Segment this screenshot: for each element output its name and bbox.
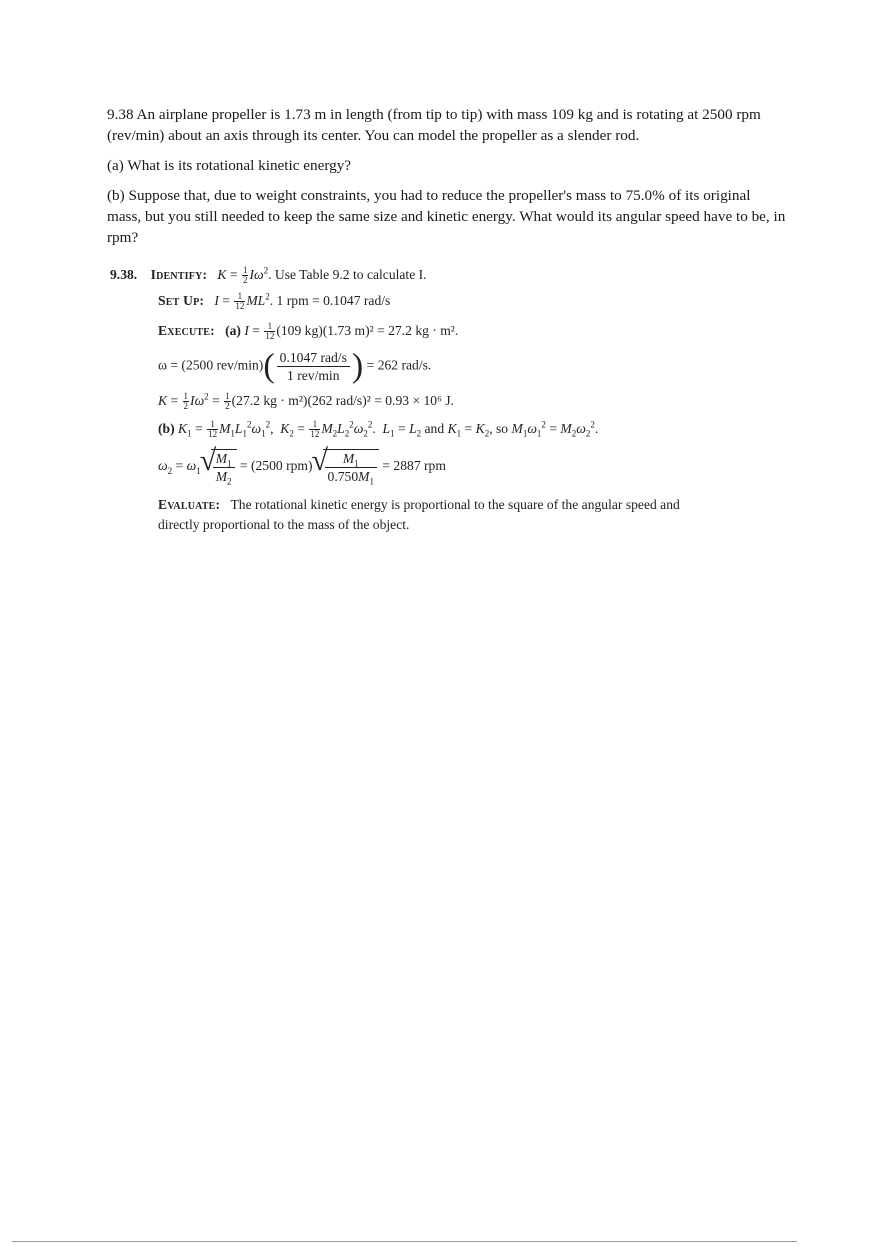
evaluate-text: The rotational kinetic energy is proportional to the square of the angular speed and	[230, 497, 680, 512]
part-b-line: (b) $K_1$ = $\frac{1}{12}$ $M_1L_1^2\omega_1^2$, $K_2$ = $\frac{1}{12}$ $M_2L_2^2\omega_2^2$. $L_1 = L_2$ and $K_1 = K_2$, so $M_1\omega_1^2 = M_2\omega_2^2$.	[158, 419, 599, 440]
evaluate-text-2: directly proportional to the mass of the object.	[158, 517, 410, 532]
problem-part-b: (b) Suppose that, due to weight constraints, you had to reduce the propeller's mass to 75.0% of its original mass, but you still needed to keep the same size and kinetic energy. What would its angular speed have to be, in rpm?	[107, 187, 786, 246]
part-b-label: (b)	[158, 421, 175, 436]
problem-intro: 9.38 An airplane propeller is 1.73 m in length (from tip to tip) with mass 109 kg and is rotating at 2500 rpm (rev/min) about an axis through its center. You can model the propeller as a slender rod.	[107, 106, 761, 144]
identify-line: 9.38. Identify: K = $\frac{1}{2}$ $I\omega^2$. Use Table 9.2 to calculate I.	[110, 265, 427, 286]
setup-line: Set Up: I = $\frac{1}{12}$ $ML^2$. 1 rpm = 0.1047 rad/s	[158, 291, 391, 312]
setup-tail: . 1 rpm = 0.1047 rad/s	[269, 293, 391, 308]
omega-line: ω = (2500 rev/min)( 0.1047 rad/s 1 rev/min ) = 262 rad/s.	[158, 347, 432, 385]
evaluate-line-2	[110, 515, 770, 535]
setup-label: Set Up:	[158, 293, 205, 308]
omega2-line: $\omega_2 = \omega_1$ √ $\frac{M_1}{M_2}$ = (2500 rpm) √ $\frac{M_1}{0.750M_1}$ = 2887 rpm	[110, 449, 770, 495]
footer-divider	[12, 1241, 797, 1242]
execute-line: Execute: (a) I = $\frac{1}{12}$ (109 kg)(1.73 m)² = 27.2 kg · m².	[158, 321, 459, 342]
problem-part-a: (a) What is its rotational kinetic energy?	[107, 157, 352, 174]
solution-number: 9.38.	[110, 267, 138, 282]
omega-result: = 262 rad/s.	[366, 357, 432, 373]
omega-lead: ω = (2500 rev/min)	[158, 357, 264, 373]
omega-denominator: 1 rev/min	[287, 368, 340, 383]
evaluate-label: Evaluate:	[158, 497, 221, 512]
evaluate-line	[110, 495, 770, 515]
omega2-middle: = (2500 rpm)	[239, 458, 313, 474]
solution-image	[110, 265, 770, 535]
kinetic-energy-result: (27.2 kg · m²)(262 rad/s)² = 0.93 × 10⁶ J.	[231, 393, 454, 408]
omega-numerator: 0.1047 rad/s	[277, 349, 350, 367]
kinetic-energy-line: K = $\frac{1}{2}$ $I\omega^2$ = $\frac{1}{2}$ (27.2 kg · m²)(262 rad/s)² = 0.93 × 10⁶ J.	[158, 391, 454, 412]
omega2-result: = 2887 rpm	[382, 458, 446, 474]
identify-tail: . Use Table 9.2 to calculate I.	[268, 267, 427, 282]
execute-label: Execute:	[158, 323, 215, 338]
execute-a-result: (109 kg)(1.73 m)² = 27.2 kg · m².	[276, 323, 459, 338]
problem-statement	[107, 104, 787, 257]
identify-label: Identify:	[150, 267, 208, 282]
execute-part-a: (a)	[225, 323, 241, 338]
